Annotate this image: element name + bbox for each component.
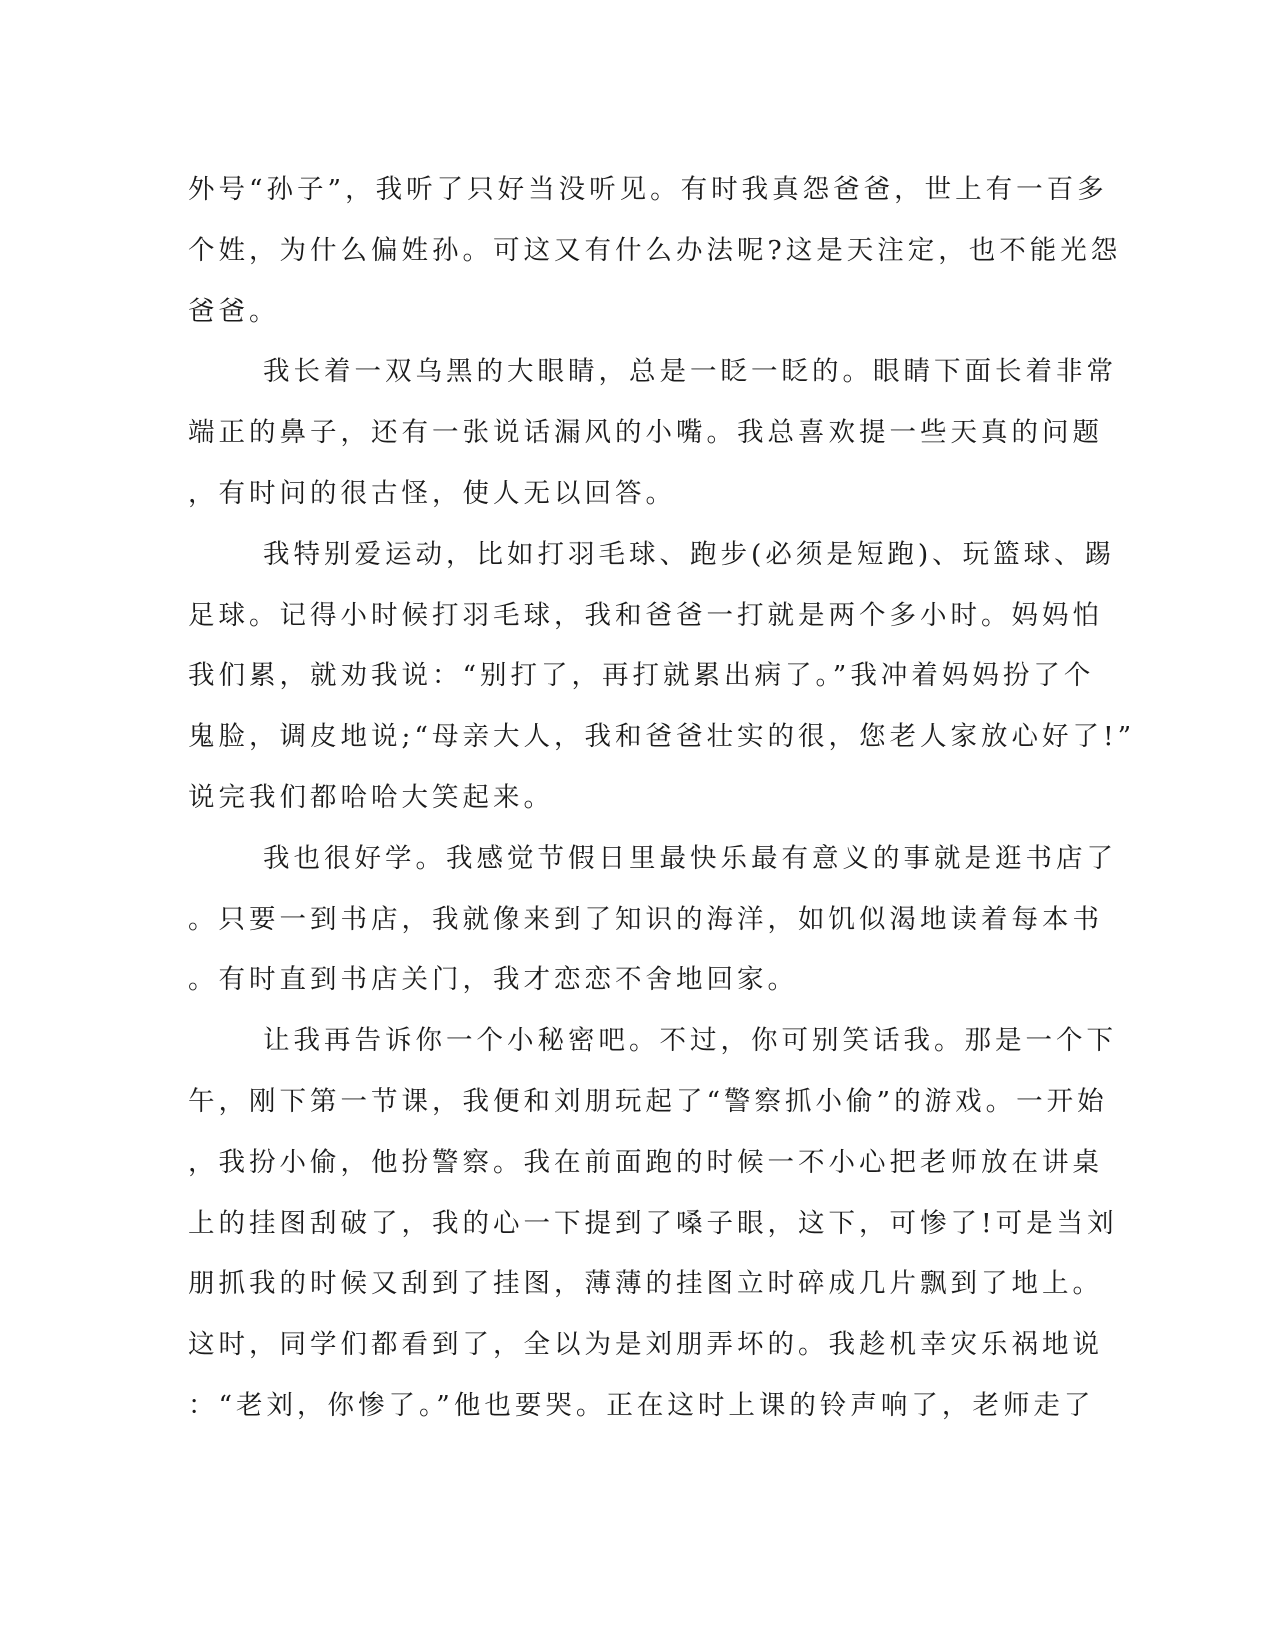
paragraph-first-line: 我长着一双乌黑的大眼睛，总是一眨一眨的。眼睛下面长着非常 — [263, 356, 1117, 388]
text-line: 爸爸。 — [188, 295, 280, 327]
text-line: 个姓，为什么偏姓孙。可这又有什么办法呢?这是天注定，也不能光怨 — [188, 234, 1122, 266]
paragraph-first-line: 让我再告诉你一个小秘密吧。不过，你可别笑话我。那是一个下 — [263, 1025, 1117, 1057]
paragraph-first-line: 我也很好学。我感觉节假日里最快乐最有意义的事就是逛书店了 — [263, 842, 1117, 874]
text-line: 。只要一到书店，我就像来到了知识的海洋，如饥似渴地读着每本书 — [188, 903, 1103, 935]
text-line: 足球。记得小时候打羽毛球，我和爸爸一打就是两个多小时。妈妈怕 — [188, 599, 1103, 631]
text-line: 鬼脸，调皮地说;“母亲大人，我和爸爸壮实的很，您老人家放心好了!” — [188, 721, 1136, 753]
text-line: 午，刚下第一节课，我便和刘朋玩起了“警察抓小偷”的游戏。一开始 — [188, 1085, 1108, 1117]
text-line: 。有时直到书店关门，我才恋恋不舍地回家。 — [188, 964, 798, 996]
text-line: ：“老刘，你惨了。”他也要哭。正在这时上课的铃声响了，老师走了 — [188, 1389, 1095, 1421]
text-line: 朋抓我的时候又刮到了挂图，薄薄的挂图立时碎成几片飘到了地上。 — [188, 1268, 1103, 1300]
text-line: ，有时问的很古怪，使人无以回答。 — [188, 477, 676, 509]
paragraph-first-line: 我特别爱运动，比如打羽毛球、跑步(必须是短跑)、玩篮球、踢 — [263, 538, 1116, 570]
text-line: 这时，同学们都看到了，全以为是刘朋弄坏的。我趁机幸灾乐祸地说 — [188, 1329, 1103, 1361]
text-line: 上的挂图刮破了，我的心一下提到了嗓子眼，这下，可惨了!可是当刘 — [188, 1207, 1118, 1239]
body-text — [188, 160, 1136, 1437]
text-line: 外号“孙子”，我听了只好当没听见。有时我真怨爸爸，世上有一百多 — [188, 174, 1108, 205]
text-line: ，我扮小偷，他扮警察。我在前面跑的时候一不小心把老师放在讲桌 — [188, 1146, 1103, 1178]
text-line: 端正的鼻子，还有一张说话漏风的小嘴。我总喜欢提一些天真的问题 — [188, 417, 1103, 449]
text-line: 说完我们都哈哈大笑起来。 — [188, 781, 554, 813]
text-line: 我们累，就劝我说：“别打了，再打就累出病了。”我冲着妈妈扮了个 — [188, 660, 1095, 692]
